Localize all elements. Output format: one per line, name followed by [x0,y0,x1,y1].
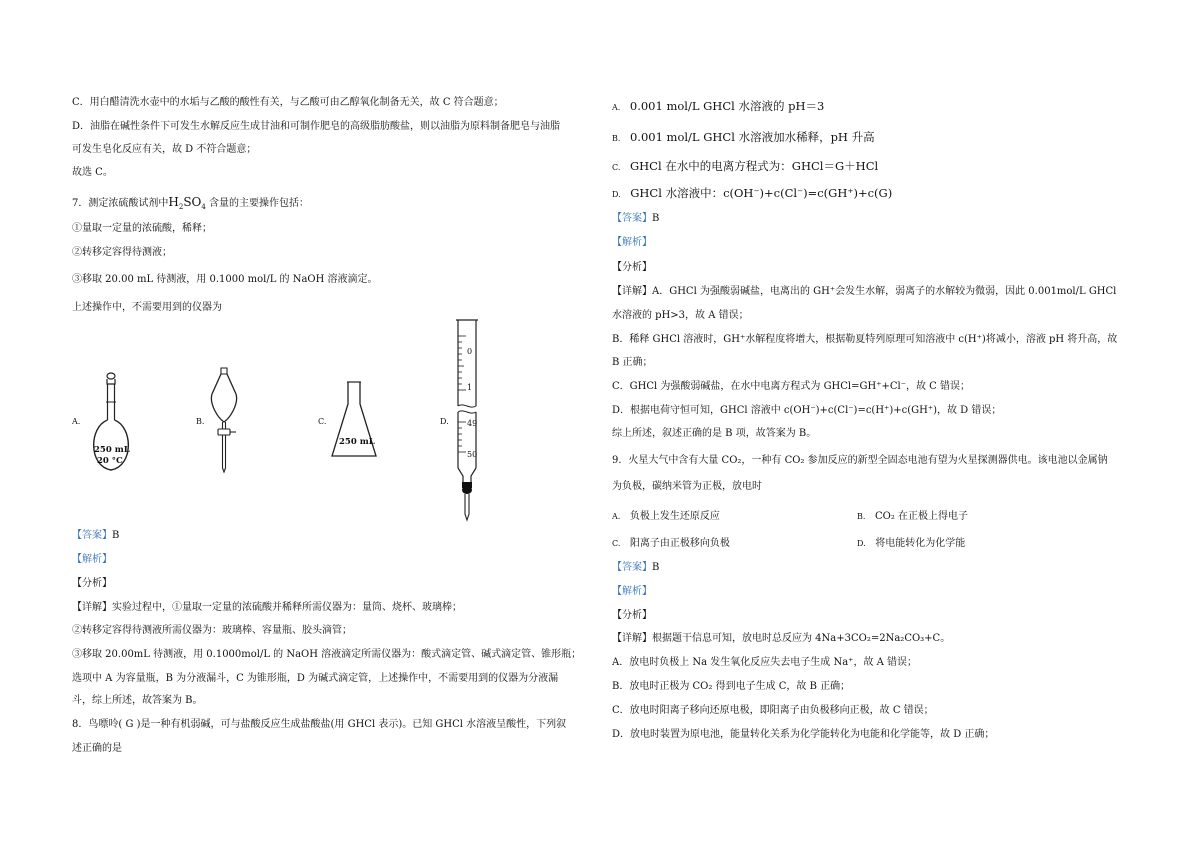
separatory-funnel-icon [206,364,242,478]
q9-option-b-label: B. [857,512,866,521]
q9-option-a-label: A. [612,512,621,521]
burette-mark-1: 1 [467,383,473,392]
q9-analysis-tag: 【解析】 [612,586,652,597]
q7-head: 7．测定浓硫酸试剂中 [72,198,169,209]
q8-option-b-label: B. [612,134,621,143]
burette-mark-49: 49 [467,419,478,428]
q6-option-d-analysis: D．油脂在碱性条件下可发生水解反应生成甘油和可制作肥皂的高级脂肪酸盐，则以油脂为原料制备肥皂与油脂 [72,121,561,132]
q9-option-c-text: 阳离子由正极移向负极 [629,538,730,549]
q7-formula-so: SO [183,195,202,209]
q7-fenxi: 【分析】 [72,578,112,589]
q8-detail-6: D．根据电荷守恒可知，GHCl 溶液中 c(OH⁻)+c(Cl⁻)=c(H⁺)+c(GH⁺)，故 D 错误； [612,405,1002,416]
q7-step3: ③移取 20.00 mL 待测液，用 0.1000 mol/L 的 NaOH 溶液滴定。 [72,274,378,285]
q9-answer [612,561,659,575]
q8-stem-1: 8．鸟嘌呤( G )是一种有机弱碱，可与盐酸反应生成盐酸盐(用 GHCl 表示)。已知 GHCl 水溶液呈酸性，下列叙 [72,719,567,730]
q8-option-d-text: GHCl 水溶液中：c(OH⁻)+c(Cl⁻)=c(GH⁺)+c(G) [630,186,893,200]
q8-detail-7: 综上所述，叙述正确的是 B 项，故答案为 B。 [612,428,817,439]
q9-option-b-text: CO₂ 在正极上得电子 [874,511,969,522]
q7-answer-tag: 【答案】 [72,530,112,541]
q9-option-a [612,510,720,524]
q9-stem-2: 为负极，碳纳米管为正极，放电时 [612,481,762,492]
q9-detail-3: B．放电时正极为 CO₂ 得到电子生成 C，故 B 正确； [612,681,851,692]
q7-tail: 含量的主要操作包括： [205,198,310,209]
q9-option-c [612,537,730,551]
q6-option-d-analysis-cont: 可发生皂化反应有关，故 D 不符合题意； [72,144,257,155]
q9-option-c-label: C. [612,539,621,548]
q9-option-b [857,510,968,524]
q9-option-d-label: D. [857,539,866,548]
burette-mark-50: 50 [467,450,478,459]
q8-option-d [612,186,892,202]
q7-detail-5: 斗，综上所述，故答案为 B。 [72,695,203,706]
q7-answer [72,529,119,543]
q7-formula-sub1: 2 [178,203,184,211]
q9-stem-1: 9．火星大气中含有大量 CO₂，一种有 CO₂ 参加反应的新型全固态电池有望为火星探测器供电。该电池以金属钠 [612,455,1108,466]
q8-option-c-label: C. [612,163,621,172]
q7-step1: ①量取一定量的浓硫酸，稀释； [72,223,212,234]
q9-answer-value: B [652,562,660,573]
burette-mark-0: 0 [467,347,473,356]
q7-option-b-label: B. [196,417,205,426]
q9-fenxi: 【分析】 [612,610,652,621]
q8-detail-2: 水溶液的 pH>3，故 A 错误； [612,310,749,321]
q7-question: 上述操作中，不需要用到的仪器为 [72,302,222,313]
q9-detail-4: C．放电时阳离子移向还原电极，即阳离子由负极移向正极，故 C 错误； [612,705,934,716]
q9-detail-2: A．放电时负极上 Na 发生氧化反应失去电子生成 Na⁺，故 A 错误； [612,657,918,668]
q7-formula-h: H [168,195,179,209]
volumetric-flask-icon [86,370,136,476]
q9-detail-1: 【详解】根据题干信息可知，放电时总反应为 4Na+3CO₂=2Na₂CO₃+C。 [612,633,951,644]
q8-detail-3: B．稀释 GHCl 溶液时，GH⁺水解程度将增大，根据勒夏特列原理可知溶液中 c(H⁺)将减小，溶液 pH 将升高，故 [612,334,1118,345]
q7-analysis-tag: 【解析】 [72,554,112,565]
q7-option-a-label: A. [72,417,81,426]
q7-formula-sub2: 4 [201,203,206,211]
q7-step2: ②转移定容得待测液； [72,247,172,258]
q8-detail-4: B 正确； [612,357,653,368]
q8-detail-1: 【详解】A．GHCl 为强酸弱碱盐，电离出的 GH⁺会发生水解，弱离子的水解较为微弱，因此 0.001mol/L GHCl [612,286,1117,297]
q8-stem-2: 述正确的是 [72,743,122,754]
flask-volume-label: 250 mL [94,445,130,455]
q9-option-d [857,537,965,551]
q8-option-a-text: 0.001 mol/L GHCl 水溶液的 pH＝3 [629,99,825,113]
q7-stem [72,195,309,214]
q7-detail-3: ③移取 20.00mL 待测液，用 0.1000mol/L 的 NaOH 溶液滴定所需仪器为：酸式滴定管、碱式滴定管、锥形瓶； [72,649,582,660]
q8-answer-tag: 【答案】 [612,213,652,224]
q9-answer-tag: 【答案】 [612,562,652,573]
q8-option-c [612,159,878,175]
q7-option-c-label: C. [318,417,327,426]
q8-detail-5: C．GHCl 为强酸弱碱盐，在水中电离方程式为 GHCl=GH⁺+Cl⁻，故 C 错误； [612,381,971,392]
q6-conclusion: 故选 C。 [72,167,113,178]
conical-flask-icon [328,378,380,462]
q8-option-a-label: A. [612,103,621,112]
q8-option-c-text: GHCl 在水中的电离方程式为：GHCl＝G＋HCl [629,159,879,173]
q9-detail-5: D．放电时装置为原电池，能量转化关系为化学能转化为电能和化学能等，故 D 正确； [612,729,995,740]
q7-detail-2: ②转移定容得待测液所需仪器为：玻璃棒、容量瓶、胶头滴管； [72,625,352,636]
q8-option-b [612,130,875,146]
q8-fenxi: 【分析】 [612,262,652,273]
q8-answer-value: B [652,213,660,224]
q7-answer-value: B [112,530,120,541]
q8-analysis-tag: 【解析】 [612,237,652,248]
q8-option-b-text: 0.001 mol/L GHCl 水溶液加水稀释，pH 升高 [629,130,875,144]
q9-option-a-text: 负极上发生还原反应 [629,511,720,522]
q8-option-a [612,99,824,115]
q8-answer [612,212,659,226]
flask-temperature-label: 20 °C [97,456,123,466]
q9-option-d-text: 将电能转化为化学能 [875,538,966,549]
q7-detail-4: 选项中 A 为容量瓶，B 为分液漏斗，C 为锥形瓶，D 为碱式滴定管，上述操作中，不需要用到的仪器为分液漏 [72,673,559,684]
q6-option-c-analysis: C．用白醋清洗水壶中的水垢与乙酸的酸性有关，与乙酸可由乙醇氧化制备无关，故 C 符合题意； [72,97,504,108]
q8-option-d-label: D. [612,190,621,199]
q7-detail-1: 【详解】实验过程中，①量取一定量的浓硫酸并稀释所需仪器为：量筒、烧杯、玻璃棒； [72,602,462,613]
q7-option-d-label: D. [440,417,449,426]
burette-icon [450,318,486,524]
conical-flask-volume-label: 250 mL [339,437,375,447]
